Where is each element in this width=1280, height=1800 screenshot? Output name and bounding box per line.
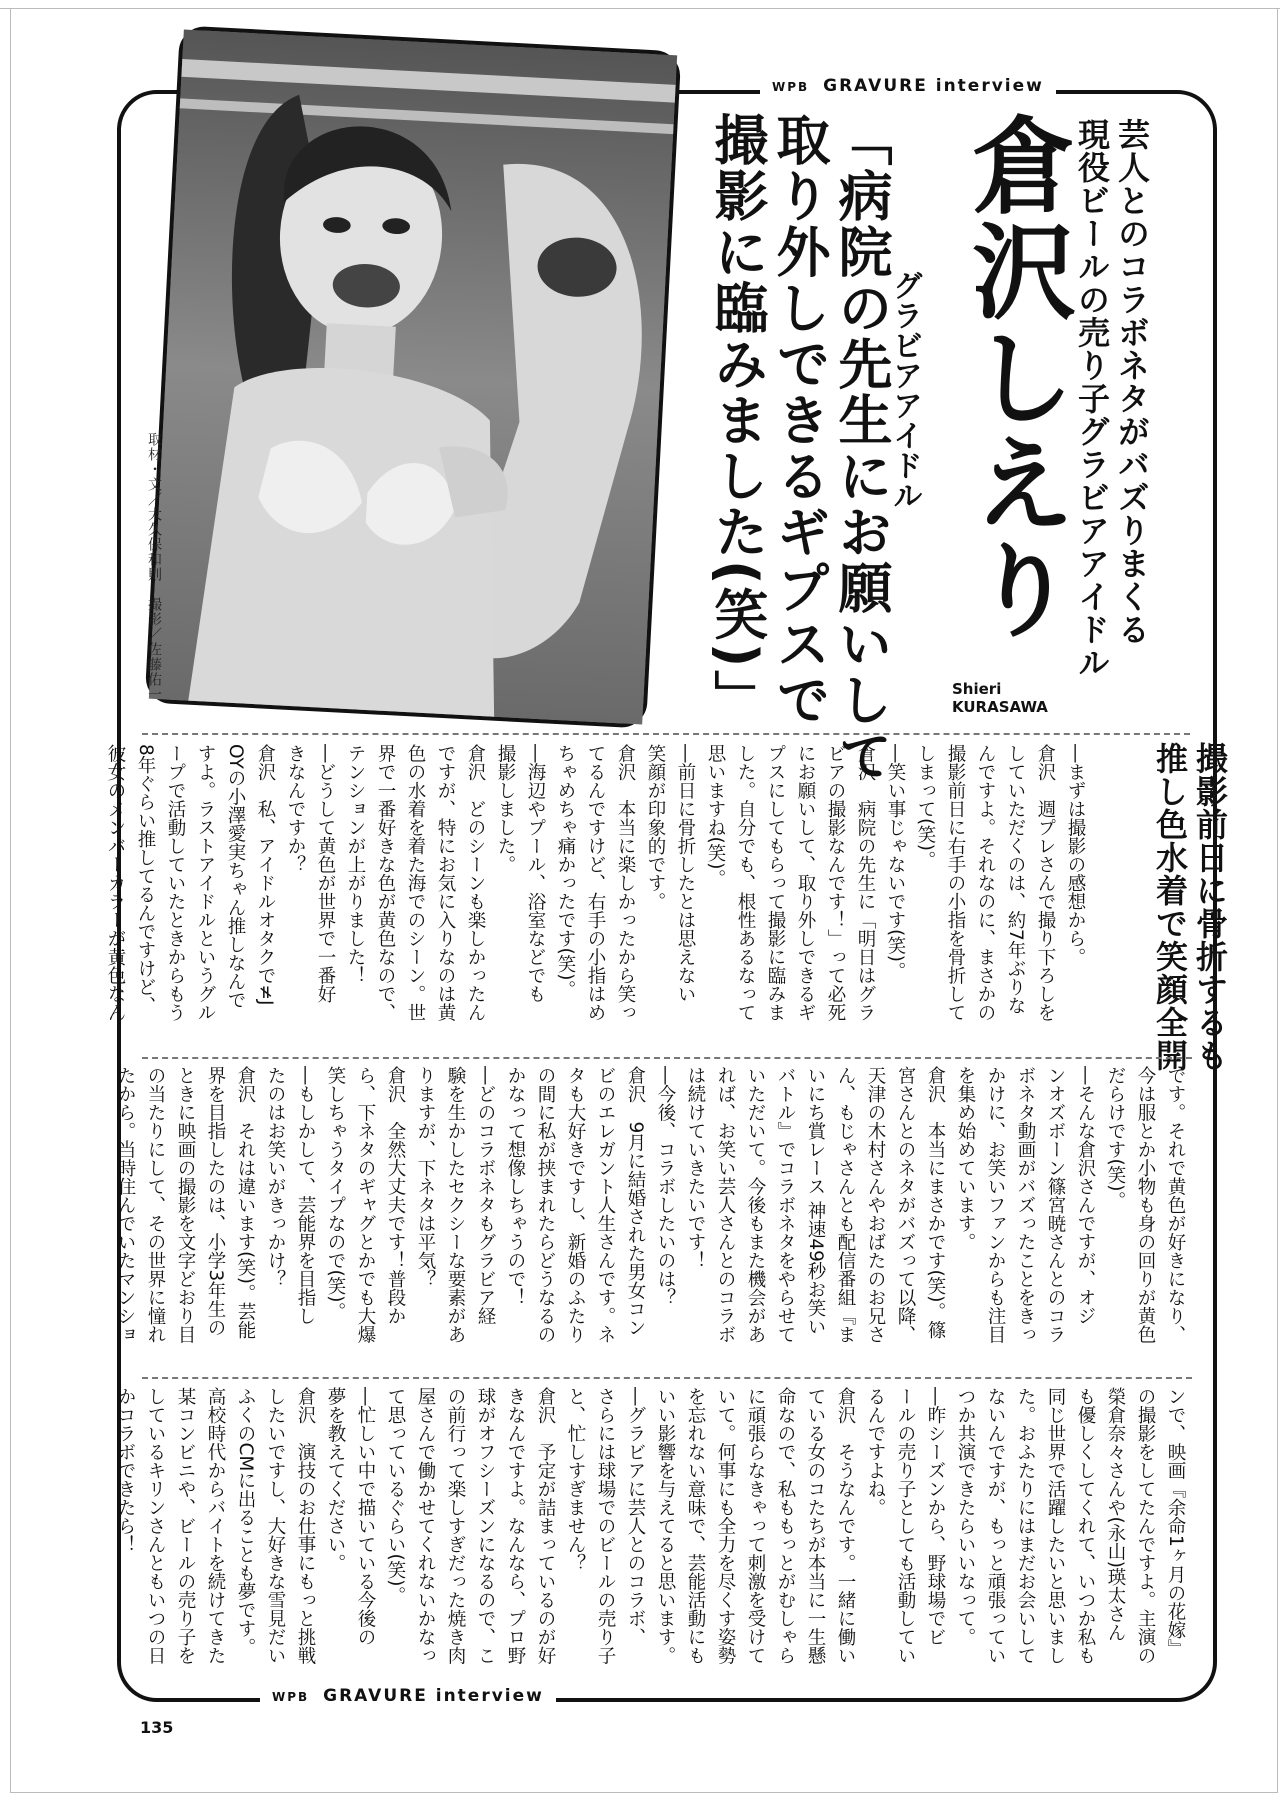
page-edge-left (10, 8, 11, 1793)
body-line: ンで、映画『余命1ヶ月の花嫁』 (1165, 1387, 1186, 1658)
body-line: ―前日に骨折したとは思えない (675, 744, 696, 1003)
body-line: ふくのCMに出ることも夢です。 (235, 1387, 256, 1657)
body-line: ですが、特にお気に入りなのは黄 (435, 744, 456, 1022)
body-line: を集め始めています。 (955, 1066, 976, 1251)
body-line: ん、もじゃさんとも配信番組『ま (835, 1066, 856, 1344)
body-line: ―そんな倉沢さんですが、オジ (1075, 1066, 1096, 1325)
body-line: つか共演できたらいいなって。 (955, 1387, 976, 1646)
body-line: きなんですか？ (285, 744, 306, 874)
body-line: OYの小澤愛実ちゃん推しなんで (225, 744, 246, 1010)
footer-label (260, 1686, 556, 1706)
body-line: 宮さんとのネタがバズって以降、 (895, 1066, 916, 1344)
header-title: GRAVURE (823, 76, 928, 96)
body-line: いにち賞レース 神速49秒お笑い (805, 1066, 826, 1336)
body-line: ビアの撮影なんです！」って必死 (825, 744, 846, 1022)
body-line: ープで活動していたときからもう (165, 744, 186, 1022)
body-text-band-3 (115, 1387, 1190, 1669)
body-line: 某コンビニや、ビールの売り子を (175, 1387, 196, 1665)
body-line: 天津の木村さんやおばたのお兄さ (865, 1066, 886, 1344)
body-line: タも大好きですし、新婚のふたり (565, 1066, 586, 1344)
body-line: 撮影しました。 (495, 744, 516, 874)
body-line: しているキリンさんともいつの日 (145, 1387, 166, 1665)
romaji-first: Shieri (952, 680, 1002, 698)
body-line: していただくのは、約7年ぶりな (1005, 744, 1026, 1015)
gravure-photo (145, 25, 682, 728)
body-line: も優しくしてくれて、いつか私も (1075, 1387, 1096, 1665)
body-line: 撮影前日に右手の小指を骨折して (945, 744, 966, 1022)
page-edge-bottom (10, 1792, 1278, 1793)
body-line: プスにしてもらって撮影に臨みま (765, 744, 786, 1022)
body-line: 榮倉奈々さんや(永山)瑛太さん (1105, 1387, 1126, 1642)
body-line: 界を目指したのは、小学3年生の (205, 1066, 226, 1337)
body-line: 倉沢 予定が詰まっているのが好 (535, 1387, 556, 1665)
body-line: 思いますね(笑)。 (705, 744, 726, 888)
body-line: たのはお笑いがきっかけ？ (265, 1066, 286, 1288)
body-line: を忘れない意味で、芸能活動にも (685, 1387, 706, 1665)
body-line: さらには球場でのビールの売り子 (595, 1387, 616, 1665)
body-line: 命なので、私ももっとがむしゃら (775, 1387, 796, 1665)
body-line: てるんですけど、右手の小指はめ (585, 744, 606, 1022)
body-line: ビのエレガント人生さんです。ネ (595, 1066, 616, 1344)
body-line: の当たりにして、その世界に憧れ (145, 1066, 166, 1344)
body-text-band-2 (115, 1066, 1190, 1364)
body-line: しまって(笑)。 (915, 744, 936, 870)
body-line: ら、下ネタのギャグとかでも大爆 (355, 1066, 376, 1344)
body-line: ールの売り子としても活動してい (895, 1387, 916, 1665)
body-line: の前行って楽しすぎだった焼き肉 (445, 1387, 466, 1665)
body-line: かなって想像しちゃうので！ (505, 1066, 526, 1307)
page-edge-top (0, 8, 1280, 9)
body-line: ―どのコラボネタもグラビア経 (475, 1066, 496, 1325)
body-line: 彼女のメンバーカラーが黄色なん (105, 744, 126, 1022)
body-line: 倉沢 私、アイドルオタクで≠J (255, 744, 276, 1006)
body-line: 倉沢 本当にまさかです(笑)。篠 (925, 1066, 946, 1340)
body-line: ―今後、コラボしたいのは？ (655, 1066, 676, 1307)
body-line: 夢を教えてください。 (325, 1387, 346, 1572)
body-line: バトル』でコラボネタをやらせて (775, 1066, 796, 1344)
page-number: 135 (140, 1718, 174, 1737)
body-line: 笑顔が印象的です。 (645, 744, 666, 911)
body-line: 笑しちゃうタイプなので(笑)。 (325, 1066, 346, 1321)
header-wpb: WPB (772, 80, 810, 94)
body-line: です。それで黄色が好きになり、 (1165, 1066, 1186, 1344)
body-line: 界で一番好きな色が黄色なので、 (375, 744, 396, 1022)
body-line: した。自分でも、根性あるなって (735, 744, 756, 1022)
body-text-band-1 (105, 744, 1090, 1042)
footer-interview: interview (435, 1686, 544, 1706)
body-line: 倉沢 週プレさんで撮り下ろしを (1035, 744, 1056, 1022)
section-divider (142, 1057, 1192, 1059)
body-line: た。おふたりにはまだお会いして (1015, 1387, 1036, 1665)
section-divider (142, 733, 1190, 735)
body-line: 倉沢 そうなんです。一緒に働い (835, 1387, 856, 1665)
body-line: いて。何事にも全力を尽くす姿勢 (715, 1387, 736, 1665)
body-line: 倉沢 どのシーンも楽しかったん (465, 744, 486, 1022)
body-line: 球がオフシーズンになるので、こ (475, 1387, 496, 1665)
credit-line: 取材・文／大久保和則 撮影／佐藤佑一 (146, 432, 162, 702)
name-romaji (952, 680, 1048, 716)
body-line: ボネタ動画がバズったことをきっ (1015, 1066, 1036, 1344)
body-line: いい影響を与えてると思います。 (655, 1387, 676, 1665)
body-line: て思っているぐらい(笑)。 (385, 1387, 406, 1605)
body-line: の間に私が挟まれたらどうなるの (535, 1066, 556, 1344)
body-line: るんですよね。 (865, 1387, 886, 1517)
body-line: ンオズボーン篠宮暁さんとのコラ (1045, 1066, 1066, 1344)
body-line: いただいて。今後もまた機会があ (745, 1066, 766, 1344)
body-line: かコラボできたら！ (115, 1387, 136, 1554)
page-edge-right (1277, 8, 1278, 1793)
header-label (760, 76, 1056, 96)
body-line: 倉沢 病院の先生に「明日はグラ (855, 744, 876, 1022)
body-line: したいですし、大好きな雪見だい (265, 1387, 286, 1665)
body-line: ―グラビアに芸人とのコラボ、 (625, 1387, 646, 1646)
body-line: 屋さんで働かせてくれないかなっ (415, 1387, 436, 1665)
footer-title: GRAVURE (323, 1686, 428, 1706)
section-divider (142, 1377, 1192, 1379)
body-line: 8年ぐらい推してるんですけど、 (135, 744, 156, 1015)
body-line: 高校時代からバイトを続けてきた (205, 1387, 226, 1665)
footer-wpb: WPB (272, 1690, 310, 1704)
body-line: 同じ世界で活躍したいと思いまし (1045, 1387, 1066, 1665)
body-line: 倉沢 演技のお仕事にもっと挑戦 (295, 1387, 316, 1665)
body-line: きなんですよ。なんなら、プロ野 (505, 1387, 526, 1665)
headline: 「病院の先生にお願いして 取り外しできるギプスで 撮影に臨みました(笑)」 (706, 112, 893, 784)
body-line: テンションが上がりました！ (345, 744, 366, 985)
romaji-last: KURASAWA (952, 698, 1048, 716)
body-line: と、忙しすぎません？ (565, 1387, 586, 1572)
name-label: グラビアアイドル (887, 270, 922, 510)
body-line: ときに映画の撮影を文字どおり目 (175, 1066, 196, 1344)
body-line: んですよ。それなのに、まさかの (975, 744, 996, 1022)
body-line: 倉沢 9月に結婚された男女コン (625, 1066, 646, 1337)
body-line: ―まずは撮影の感想から。 (1065, 744, 1086, 966)
body-line: ―忙しい中で描いている今後の (355, 1387, 376, 1646)
section-heading: 撮影前日に骨折するも 推し色水着で笑顔全開 (1151, 742, 1229, 1072)
idol-name: 倉沢しえり (954, 112, 1076, 642)
body-line: すよ。ラストアイドルというグル (195, 744, 216, 1022)
body-line: ―笑い事じゃないです(笑)。 (885, 744, 906, 981)
body-line: ―昨シーズンから、野球場でビ (925, 1387, 946, 1646)
body-line: ている女のコたちが本当に一生懸 (805, 1387, 826, 1665)
body-line: 今は服とか小物も身の回りが黄色 (1135, 1066, 1156, 1344)
body-line: ちゃめちゃ痛かったです(笑)。 (555, 744, 576, 999)
body-line: ―もしかして、芸能界を目指し (295, 1066, 316, 1325)
body-line: たから。当時住んでいたマンショ (115, 1066, 136, 1344)
body-line: 倉沢 本当に楽しかったから笑っ (615, 744, 636, 1022)
body-line: ないんですが、もっと頑張ってい (985, 1387, 1006, 1665)
body-line: に頑張らなきゃって刺激を受けて (745, 1387, 766, 1665)
body-line: だらけです(笑)。 (1105, 1066, 1126, 1210)
body-line: は続けていきたいです！ (685, 1066, 706, 1270)
catchcopy: 芸人とのコラボネタがバズりまくる 現役ビールの売り子グラビアアイドル (1073, 118, 1151, 679)
body-line: 験を生かしたセクシーな要素があ (445, 1066, 466, 1344)
body-line: かけに、お笑いファンからも注目 (985, 1066, 1006, 1344)
header-interview: interview (935, 76, 1044, 96)
body-line: ―どうして黄色が世界で一番好 (315, 744, 336, 1003)
body-line: 倉沢 全然大丈夫です！普段か (385, 1066, 406, 1325)
body-line: ―海辺やプール、浴室などでも (525, 744, 546, 1003)
body-line: 色の水着を着た海でのシーン。世 (405, 744, 426, 1022)
body-line: の撮影をしてたんですよ。主演の (1135, 1387, 1156, 1665)
body-line: 倉沢 それは違います(笑)。芸能 (235, 1066, 256, 1340)
body-line: れば、お笑い芸人さんとのコラボ (715, 1066, 736, 1344)
body-line: りますが、下ネタは平気？ (415, 1066, 436, 1288)
body-line: にお願いして、取り外しできるギ (795, 744, 816, 1022)
